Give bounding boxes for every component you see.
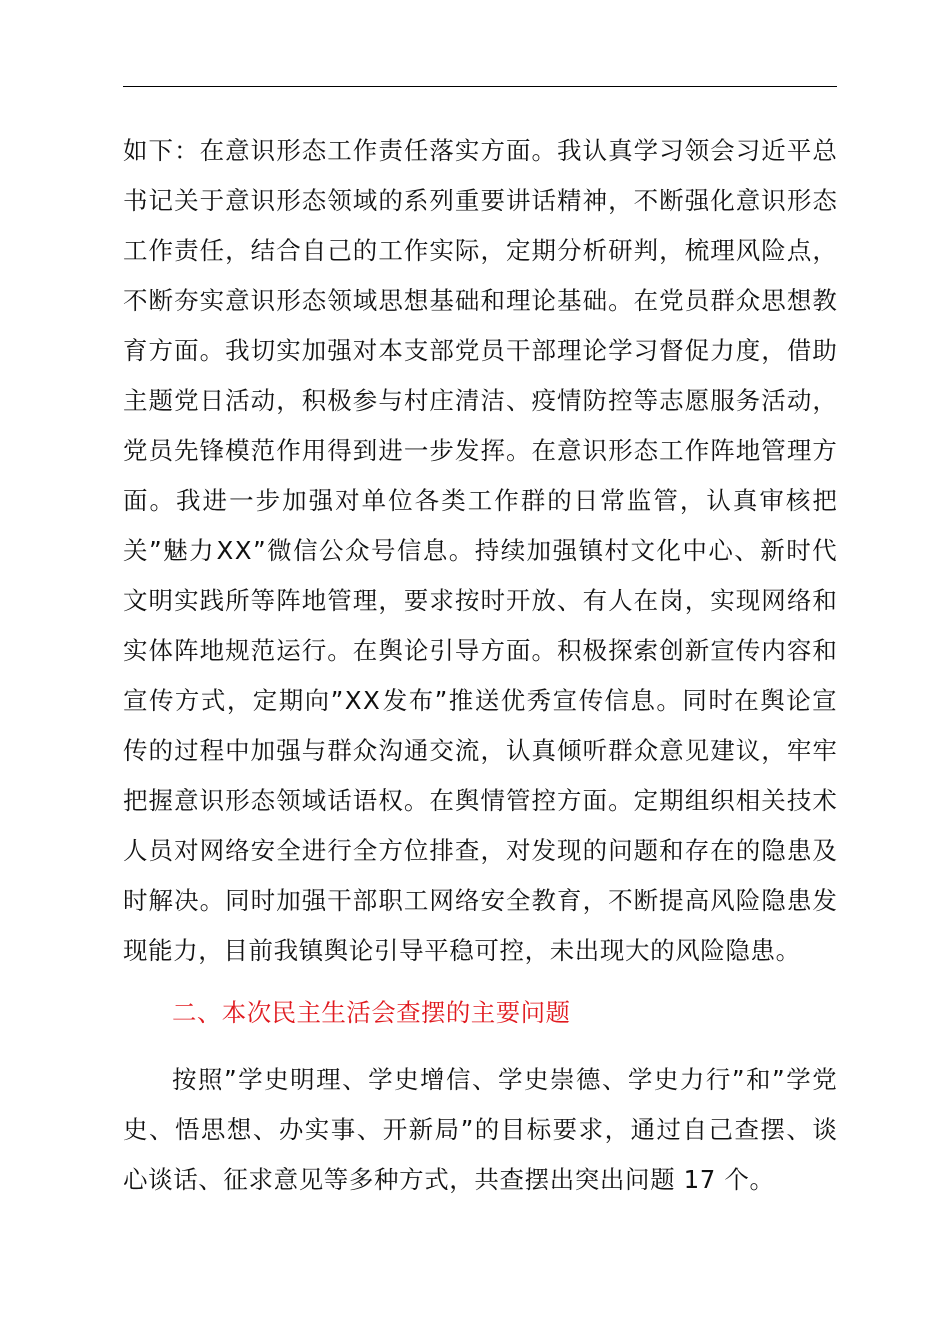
body-line: 育 方 面 。 我 切 实 加 强 对 本 支 部 党 员 干 部 理 论 学 习 督 促 力 度 ， 借 助 xyxy=(123,336,837,365)
body-line: 如 下 ： 在 意 识 形 态 工 作 责 任 落 实 方 面 。 我 认 真 学 习 领 会 习 近 平 总 xyxy=(123,136,837,165)
section-line: 心谈话、征求意见等多种方式，共查摆出突出问题 17 个。 xyxy=(123,1165,775,1194)
body-line: 把 握 意 识 形 态 领 域 话 语 权 。 在 舆 情 管 控 方 面 。 定 期 组 织 相 关 技 术 xyxy=(123,786,837,815)
body-line: 人 员 对 网 络 安 全 进 行 全 方 位 排 查 ， 对 发 现 的 问 题 和 存 在 的 隐 患 及 xyxy=(123,836,837,865)
body-line: 书 记 关 于 意 识 形 态 领 域 的 系 列 重 要 讲 话 精 神 ， 不 断 强 化 意 识 形 态 xyxy=(123,186,837,215)
header-rule xyxy=(123,86,837,87)
body-line: 宣 传 方 式 ， 定 期 向 ” X X 发 布 ” 推 送 优 秀 宣 传 信 息 。 同 时 在 舆 论 宣 xyxy=(123,686,837,715)
section-heading: 二、本次民主生活会查摆的主要问题 xyxy=(172,998,571,1027)
body-line: 关 ” 魅 力 X X ” 微 信 公 众 号 信 息 。 持 续 加 强 镇 村 文 化 中 心 、 新 时 代 xyxy=(123,536,837,565)
body-line: 党 员 先 锋 模 范 作 用 得 到 进 一 步 发 挥 。 在 意 识 形 态 工 作 阵 地 管 理 方 xyxy=(123,436,837,465)
body-line: 时 解 决 。 同 时 加 强 干 部 职 工 网 络 安 全 教 育 ， 不 断 提 高 风 险 隐 患 发 xyxy=(123,886,837,915)
body-line: 不 断 夯 实 意 识 形 态 领 域 思 想 基 础 和 理 论 基 础 。 在 党 员 群 众 思 想 教 xyxy=(123,286,837,315)
body-line: 实 体 阵 地 规 范 运 行 。 在 舆 论 引 导 方 面 。 积 极 探 索 创 新 宣 传 内 容 和 xyxy=(123,636,837,665)
section-line: 史 、 悟 思 想 、 办 实 事 、 开 新 局 ” 的 目 标 要 求 ， 通 过 自 己 查 摆 、 谈 xyxy=(123,1115,837,1144)
body-line: 主 题 党 日 活 动 ， 积 极 参 与 村 庄 清 洁 、 疫 情 防 控 等 志 愿 服 务 活 动 ， xyxy=(123,386,837,415)
body-line: 现能力，目前我镇舆论引导平稳可控，未出现大的风险隐患。 xyxy=(123,936,801,965)
body-line: 面 。 我 进 一 步 加 强 对 单 位 各 类 工 作 群 的 日 常 监 管 ， 认 真 审 核 把 xyxy=(123,486,837,515)
body-line: 文 明 实 践 所 等 阵 地 管 理 ， 要 求 按 时 开 放 、 有 人 在 岗 ， 实 现 网 络 和 xyxy=(123,586,837,615)
body-line: 工 作 责 任 ， 结 合 自 己 的 工 作 实 际 ， 定 期 分 析 研 判 ， 梳 理 风 险 点 ， xyxy=(123,236,837,265)
body-line: 传 的 过 程 中 加 强 与 群 众 沟 通 交 流 ， 认 真 倾 听 群 众 意 见 建 议 ， 牢 牢 xyxy=(123,736,837,765)
section-line: 按 照 ” 学 史 明 理 、 学 史 增 信 、 学 史 崇 德 、 学 史 力 行 ” 和 ” 学 党 xyxy=(172,1065,837,1094)
